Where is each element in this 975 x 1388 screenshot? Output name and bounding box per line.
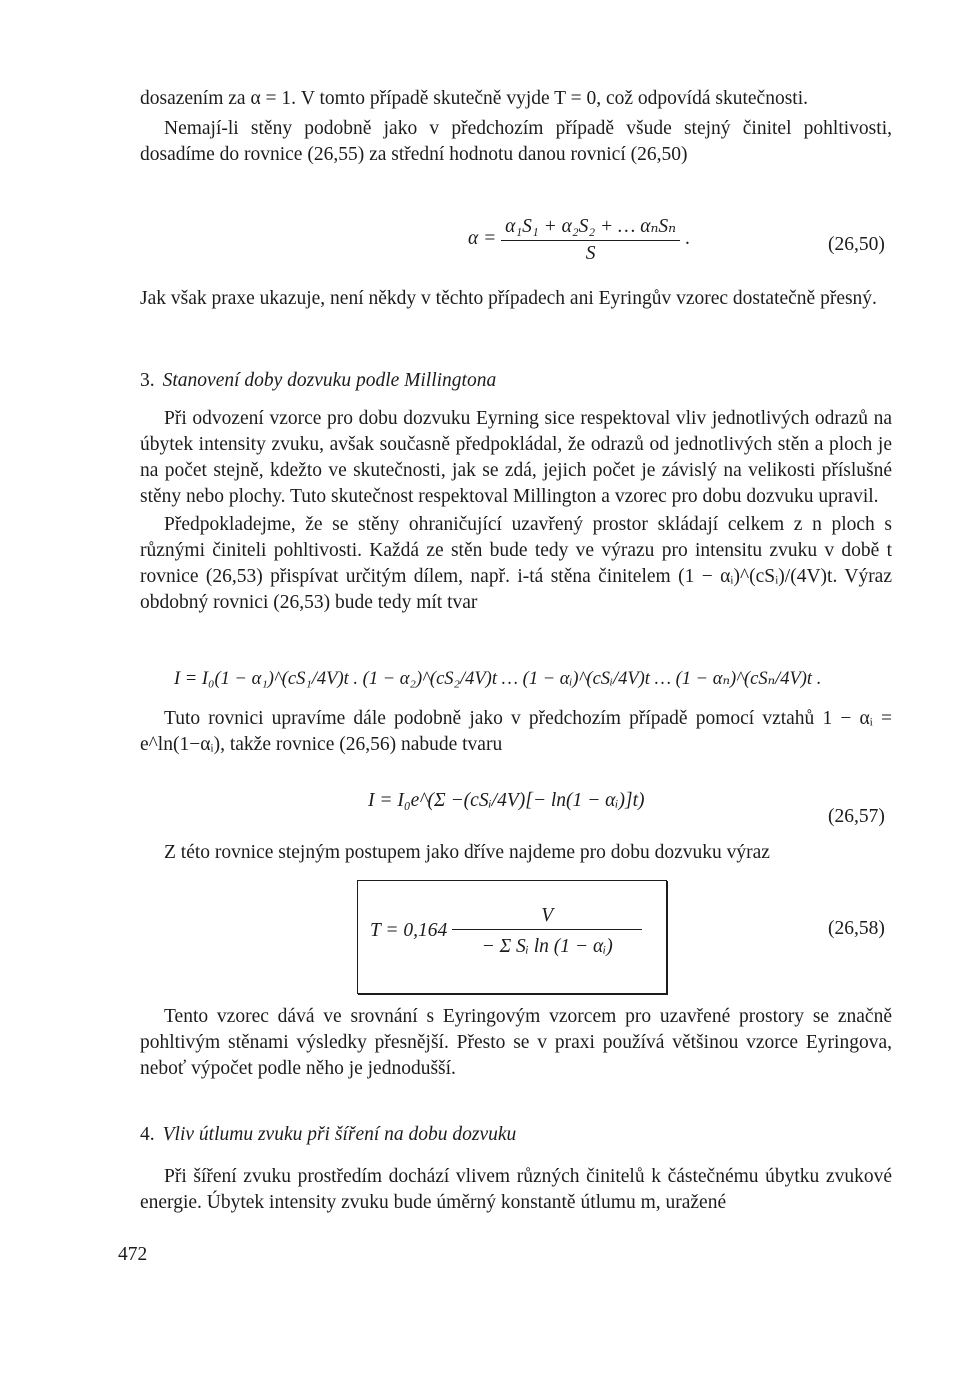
equation-26-58-box [357, 880, 667, 994]
equation-26-58 [370, 905, 642, 958]
eq-26-50-tail: . [684, 227, 690, 249]
eq-26-50-lhs: α = [468, 227, 497, 249]
eq-26-50-fraction [501, 214, 680, 265]
section-3-paragraph-4: Z této rovnice stejným postupem jako dříve najdeme pro dobu dozvuku výraz [164, 842, 770, 863]
section-3-paragraph-5-block [140, 1004, 892, 1082]
eq-26-50-denominator: S [585, 243, 596, 264]
section-3-body [140, 406, 892, 616]
section-3-paragraph-2: Předpokladejme, že se stěny ohraničující uzavřený prostor skládají celkem z n ploch s různými činiteli pohltivosti. Každá ze stěn bude tedy ve výrazu pro intensitu zvuku v době t rovnice (26,53) přispívat určitým dílem, např. i-tá stěna činitelem (1 − αᵢ)^(cSᵢ)/(4V)t. Výraz obdobný rovnici (26,53) bude tedy mít tvar [140, 514, 892, 613]
eq-26-50-numerator: α₁S₁ + α₂S₂ + … αₙSₙ [501, 214, 680, 241]
section-3-paragraph-3-block [140, 706, 892, 758]
section-3-number: 3. [140, 370, 155, 391]
section-3-paragraph-1: Při odvození vzorce pro dobu dozvuku Eyrning sice respektoval vliv jednotlivých odrazů na úbytek intensity zvuku, avšak současně předpokládal, že odrazů od jednotlivých stěn a ploch je na počet stejně, kdežto ve skutečnosti, jak se zdá, jejich počet je závislý na velikosti příslušné stěny nebo plochy. Tuto skutečnost respektoval Millington a vzorec pro dobu dozvuku upravil. [140, 408, 892, 507]
section-3-paragraph-5: Tento vzorec dává ve srovnání s Eyringovým vzorcem pro uzavřené prostory se značně pohltivým stěnami výsledky přesnější. Přesto se v praxi používá většinou vzorce Eyringova, neboť výpočet podle něho je jednodušší. [140, 1006, 892, 1079]
equation-number-26-58: (26,58) [828, 918, 885, 939]
section-3-title: Stanovení doby dozvuku podle Millingtona [162, 370, 497, 391]
eq-26-58-numerator: V [452, 905, 642, 930]
equation-number-26-57: (26,57) [828, 806, 885, 827]
equation-number-26-50: (26,50) [828, 234, 885, 255]
section-3-heading [140, 370, 496, 392]
intro-paragraph-1: dosazením za α = 1. V tomto případě skutečně vyjde T = 0, což odpovídá skutečnosti. [140, 88, 808, 109]
intro-block [140, 86, 892, 168]
page-number: 472 [118, 1244, 148, 1265]
intro-paragraph-2: Nemají-li stěny podobně jako v předchozím případě všude stejný činitel pohltivosti, dosadíme do rovnice (26,55) za střední hodnotu danou rovnicí (26,50) [140, 118, 892, 165]
section-4-paragraph-1: Při šíření zvuku prostředím dochází vlivem různých činitelů k částečnému úbytku zvukové energie. Úbytek intensity zvuku bude úměrný konstantě útlumu m, uražené [140, 1166, 892, 1213]
section-4-number: 4. [140, 1124, 155, 1145]
equation-26-57: I = I₀e^(Σ −(cSᵢ/4V)[− ln(1 − αᵢ)]t) [368, 790, 645, 811]
section-4-body [140, 1164, 892, 1216]
after-eq-block [140, 286, 892, 312]
equation-product: I = I₀(1 − α₁)^(cS₁/4V)t . (1 − α₂)^(cS₂/4V)t … (1 − αᵢ)^(cSᵢ/4V)t … (1 − αₙ)^(cSₙ/4V)t . [174, 669, 822, 689]
equation-26-50 [468, 214, 690, 265]
section-3-paragraph-4-block [140, 840, 892, 866]
eq-26-58-fraction [452, 905, 642, 958]
section-3-paragraph-3: Tuto rovnici upravíme dále podobně jako v předchozím případě pomocí vztahů 1 − αᵢ = e^ln(1−αᵢ), takže rovnice (26,56) nabude tvaru [140, 708, 892, 755]
after-eq-paragraph: Jak však praxe ukazuje, není někdy v těchto případech ani Eyringův vzorec dostatečně přesný. [140, 288, 877, 309]
eq-26-58-lhs: T = 0,164 [370, 919, 448, 941]
section-4-heading [140, 1124, 516, 1146]
section-4-title: Vliv útlumu zvuku při šíření na dobu dozvuku [162, 1124, 517, 1145]
eq-26-58-denominator: − Σ Sᵢ ln (1 − αᵢ) [481, 936, 613, 957]
